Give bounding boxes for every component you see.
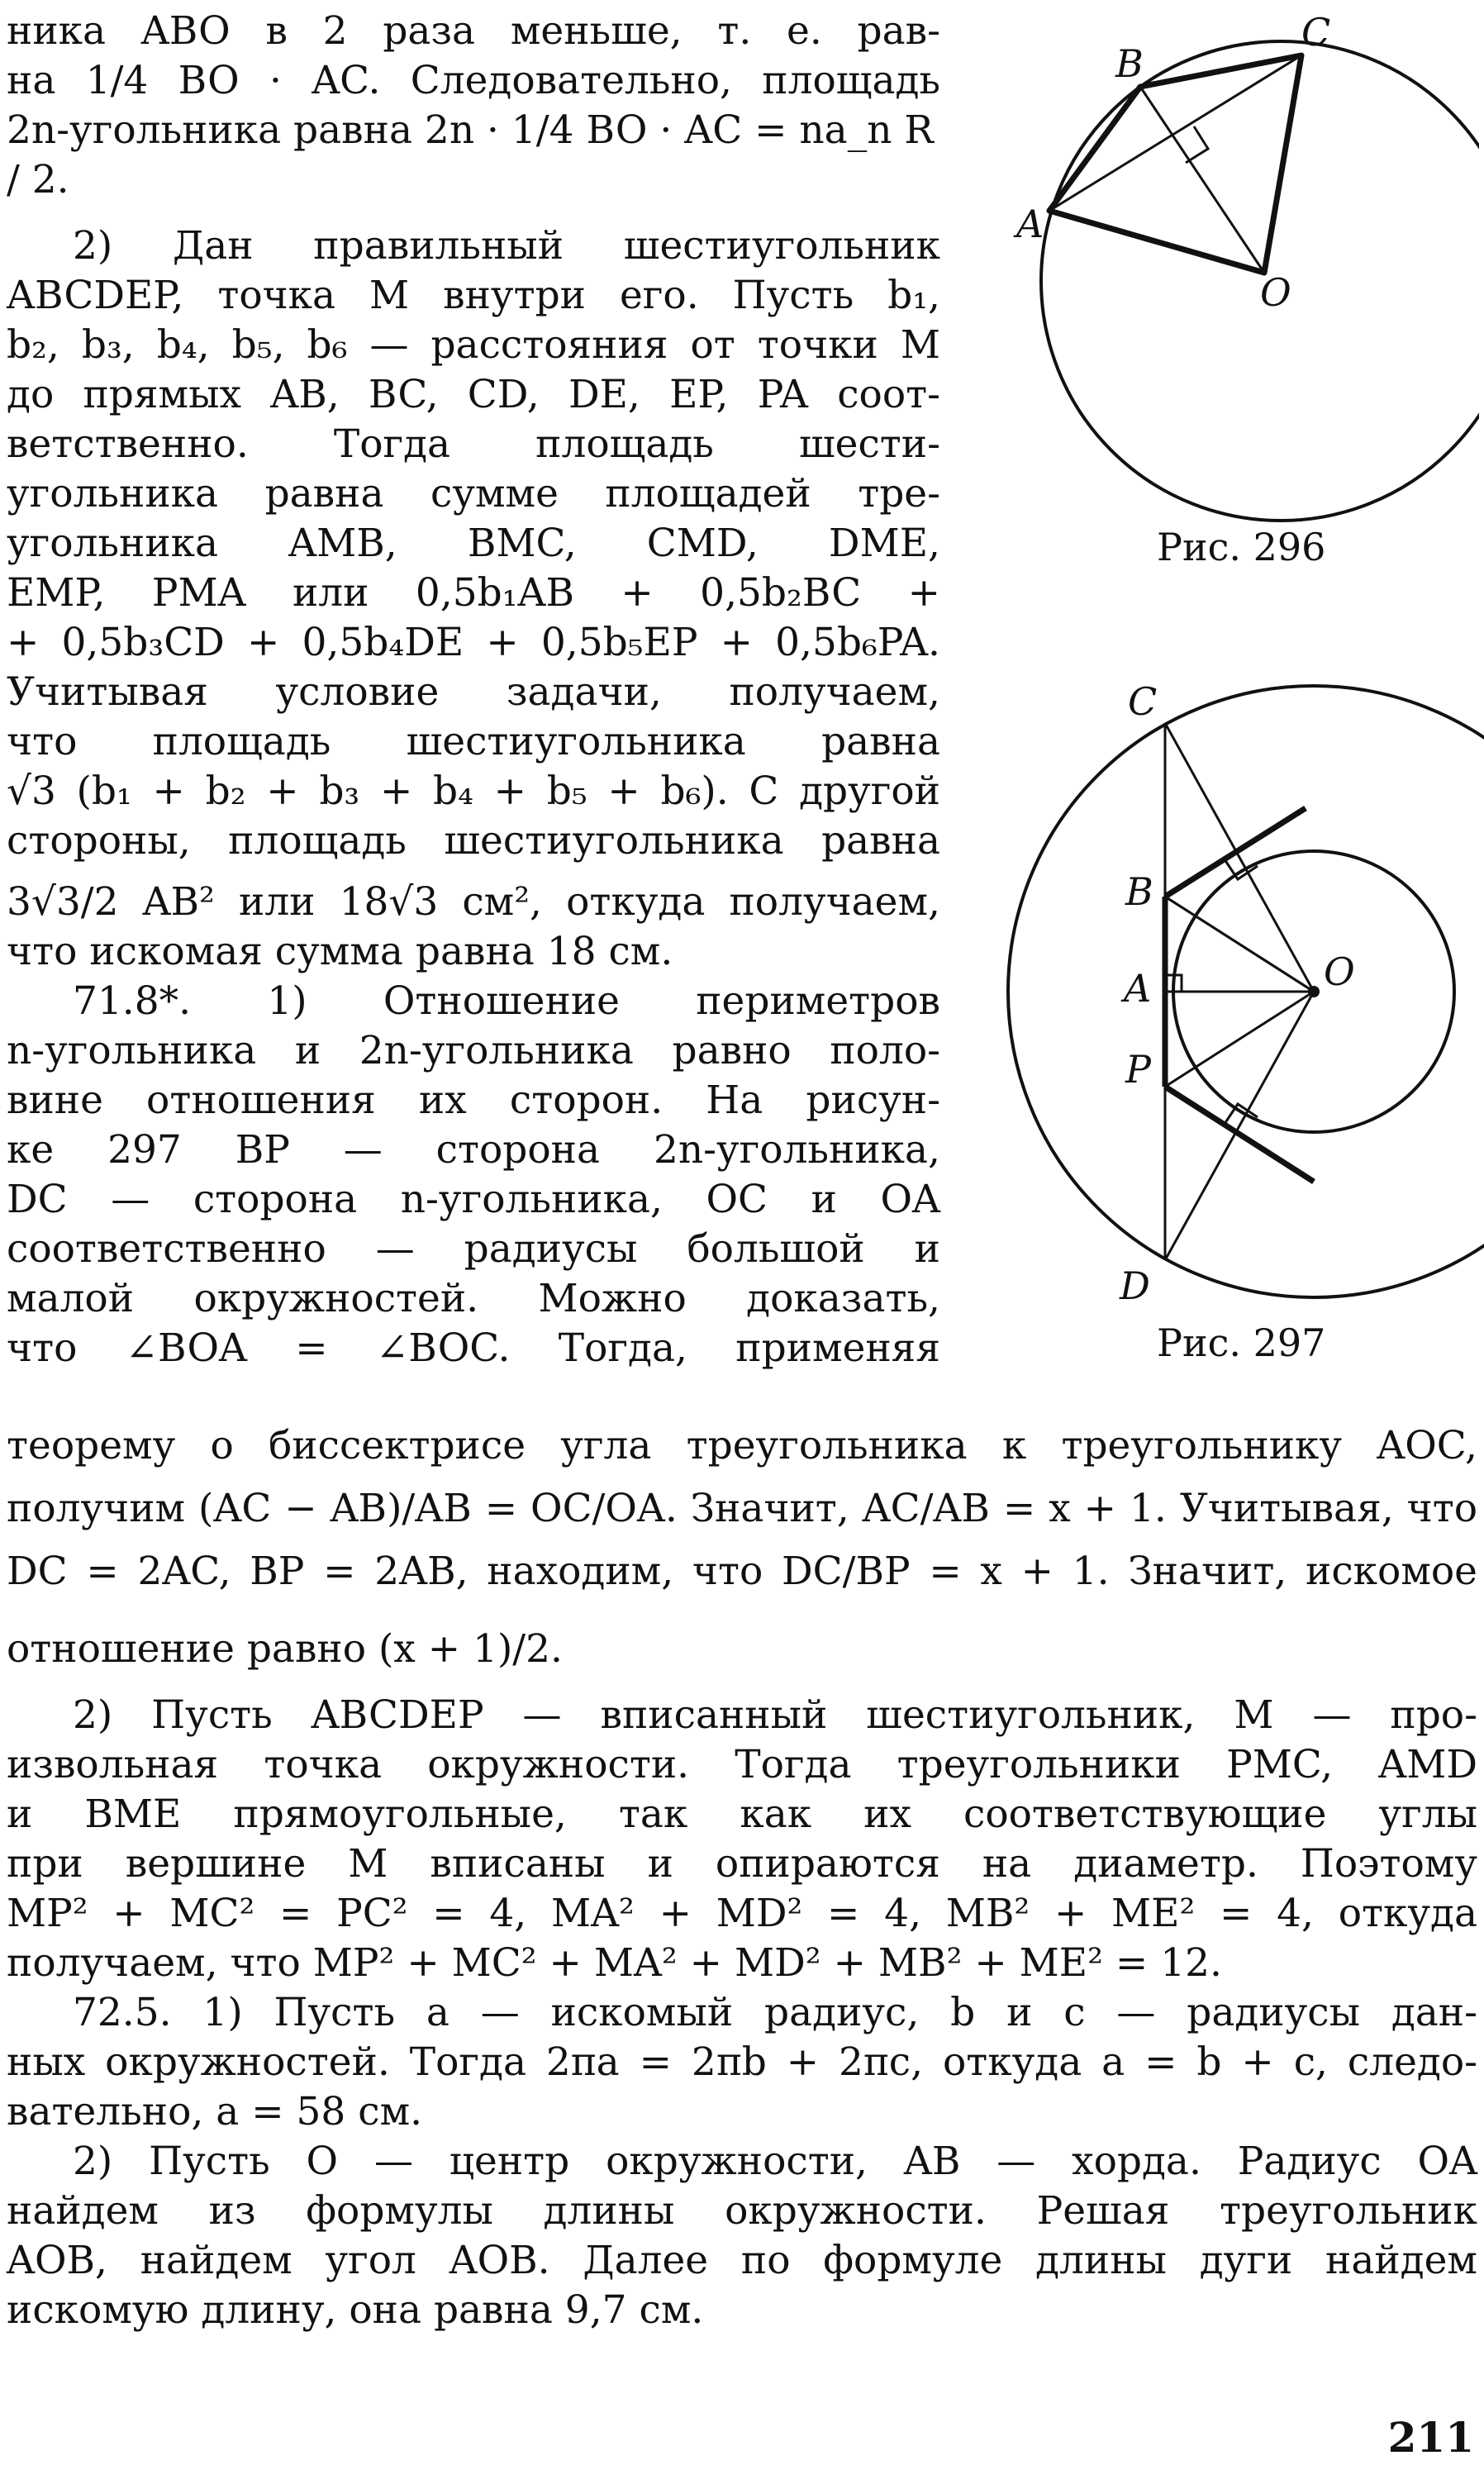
- text-line: угольника равна сумме площадей тре-: [7, 471, 940, 516]
- text-line: на 1/4 BO · AC. Следовательно, площадь: [7, 58, 940, 103]
- text-line: ника ABO в 2 раза меньше, т. е. рав-: [7, 8, 940, 54]
- text-line: ных окружностей. Тогда 2πa = 2πb + 2πc, откуда a = b + c, следо-: [7, 2039, 1477, 2085]
- text-line: что площадь шестиугольника равна: [7, 719, 940, 764]
- text-line: и BME прямоугольные, так как их соответствующие углы: [7, 1792, 1477, 1837]
- text-line: DC — сторона n-угольника, OC и OA: [7, 1177, 940, 1222]
- text-line: получаем, что MP² + MC² + MA² + MD² + MB² + ME² = 12.: [7, 1940, 1222, 1986]
- figure-297-caption: Рис. 297: [1157, 1321, 1326, 1365]
- text-line: вательно, a = 58 см.: [7, 2089, 423, 2134]
- text-line: что искомая сумма равна 18 см.: [7, 929, 673, 974]
- text-line: MP² + MC² = PC² = 4, MA² + MD² = 4, MB² + ME² = 4, откуда: [7, 1891, 1477, 1936]
- text-line: 2n-угольника равна 2n · 1/4 BO · AC = na_n R / 2.: [7, 107, 934, 202]
- text-line: соответственно — радиусы большой и: [7, 1226, 940, 1272]
- text-line: стороны, площадь шестиугольника равна: [7, 818, 940, 864]
- fig297-label-c: C: [1128, 679, 1158, 724]
- text-line: теорему о биссектрисе угла треугольника к треугольнику AOC,: [7, 1423, 1477, 1468]
- fig296-label-a: A: [1016, 202, 1044, 246]
- text-line: + 0,5b₃CD + 0,5b₄DE + 0,5b₅EP + 0,5b₆PA.: [7, 620, 940, 665]
- fig296-label-c: C: [1301, 10, 1331, 55]
- fig297-label-d: D: [1120, 1263, 1150, 1306]
- text-line: ABCDEP, точка M внутри его. Пусть b₁,: [7, 273, 940, 318]
- text-line: до прямых AB, BC, CD, DE, EP, PA соот-: [7, 372, 940, 417]
- figure-296-caption: Рис. 296: [1157, 525, 1326, 569]
- text-line: искомую длину, она равна 9,7 см.: [7, 2287, 704, 2333]
- text-line: b₂, b₃, b₄, b₅, b₆ — расстояния от точки M: [7, 322, 940, 368]
- text-line: AOB, найдем угол AOB. Далее по формуле длины дуги найдем: [7, 2238, 1477, 2283]
- text-line: √3 (b₁ + b₂ + b₃ + b₄ + b₅ + b₆). С другой: [7, 769, 940, 814]
- text-line: при вершине M вписаны и опираются на диаметр. Поэтому: [7, 1841, 1477, 1887]
- text-line: угольника AMB, BMC, CMD, DME,: [7, 521, 940, 566]
- figure-297: [967, 678, 1484, 1306]
- text-line: вине отношения их сторон. На рисун-: [7, 1078, 940, 1123]
- text-line: 2) Пусть ABCDEP — вписанный шестиугольник, M — про-: [73, 1692, 1477, 1738]
- text-line: что ∠BOA = ∠BOC. Тогда, применяя: [7, 1325, 940, 1371]
- text-line: получим (AC − AB)/AB = OC/OA. Значит, AC/AB = x + 1. Учитывая, что: [7, 1486, 1477, 1531]
- fig297-label-b: B: [1125, 869, 1153, 914]
- fig297-label-o: O: [1324, 949, 1355, 994]
- problem-72-5: 72.5. 1) Пусть a — искомый радиус, b и c — радиусы дан-: [73, 1990, 1477, 2035]
- problem-71-8: 71.8*. 1) Отношение периметров: [73, 978, 940, 1024]
- text-line: найдем из формулы длины окружности. Решая треугольник: [7, 2188, 1477, 2234]
- text-line: 3√3/2 AB² или 18√3 см², откуда получаем,: [7, 879, 940, 925]
- text-line: 2) Пусть O — центр окружности, AB — хорда. Радиус OA: [73, 2139, 1477, 2184]
- fig297-label-a: A: [1124, 966, 1152, 1011]
- text-line: n-угольника и 2n-угольника равно поло-: [7, 1028, 940, 1073]
- text-line: 2) Дан правильный шестиугольник: [73, 223, 940, 269]
- text-line: EMP, PMA или 0,5b₁AB + 0,5b₂BC +: [7, 570, 940, 616]
- text-line: ке 297 BP — сторона 2n-угольника,: [7, 1127, 940, 1173]
- fig297-label-p: P: [1125, 1047, 1151, 1092]
- text-line: извольная точка окружности. Тогда треугольники PMC, AMD: [7, 1742, 1477, 1787]
- left-column-text: [7, 7, 940, 1373]
- figure-296: [983, 4, 1479, 533]
- text-line: Учитывая условие задачи, получаем,: [7, 669, 940, 715]
- full-width-text: [7, 1421, 1477, 2335]
- page-number: 211: [1387, 2413, 1474, 2462]
- fig296-label-o: O: [1260, 270, 1291, 315]
- text-line: малой окружностей. Можно доказать,: [7, 1276, 940, 1321]
- text-line: ветственно. Тогда площадь шести-: [7, 421, 940, 467]
- fig296-label-b: B: [1115, 41, 1144, 86]
- text-line: отношение равно (x + 1)/2.: [7, 1626, 563, 1672]
- text-line: DC = 2AC, BP = 2AB, находим, что DC/BP = x + 1. Значит, искомое: [7, 1549, 1477, 1594]
